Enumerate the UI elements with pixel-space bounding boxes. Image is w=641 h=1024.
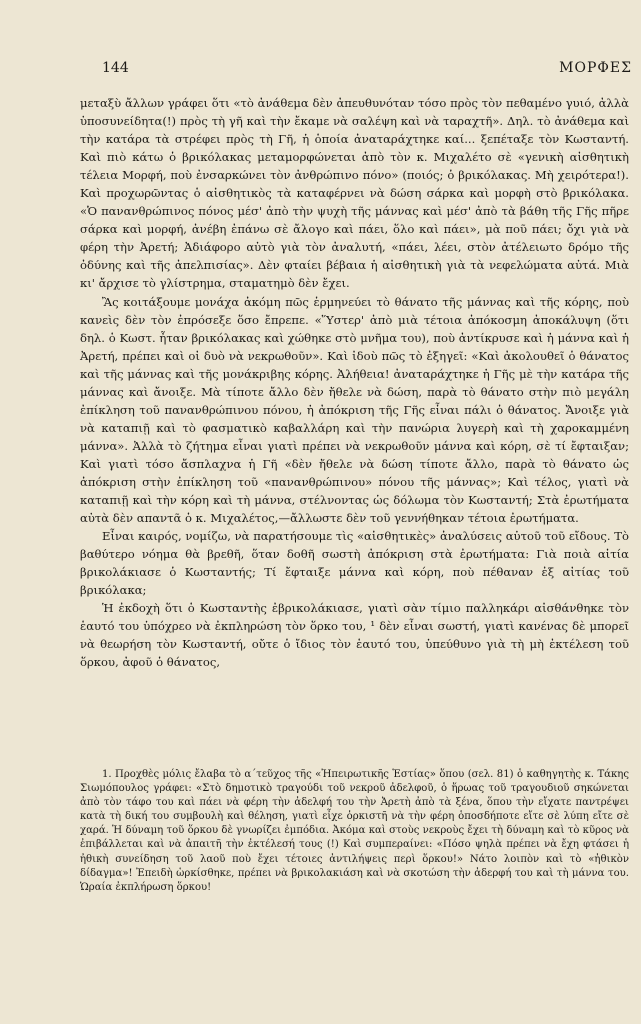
- page-header: [102, 60, 632, 80]
- paragraph: Εἶναι καιρός, νομίζω, νὰ παρατήσουμε τὶς «αἰσθητικὲς» ἀναλύσεις αὐτοῦ τοῦ εἴδους. Τὸ βαθύτερο νόημα θὰ βρεθῆ, ὅταν δοθῆ σωστὴ ἀπόκριση στὰ ἐρωτήματα: Γιὰ ποιὰ αἰτία βρικολάκιασε ὁ Κωσταντής; Τί ἔφταιξε μάννα καὶ κόρη, ποὺ πέθαναν ἐξ αἰτίας τοῦ βρικόλακα;: [80, 529, 629, 598]
- paragraph: Ἂς κοιτάξουμε μονάχα ἀκόμη πῶς ἑρμηνεύει τὸ θάνατο τῆς μάννας καὶ τῆς κόρης, ποὺ κανεὶς δὲν τὸν ἐπρόσεξε ὅσο ἔπρεπε. «Ὕστερ' ἀπὸ μιὰ τέτοια ἀπόκοσμη ἀποκάλυψη (ὅτι δηλ. ὁ Κωστ. ἦταν βρικόλακας καὶ χώθηκε στὸ μνῆμα του), ποὺ ἀντίκρυσε καὶ ἡ μάννα καὶ ἡ Ἀρετή, πρέπει καὶ οἱ δυὸ νὰ νεκρωθοῦν». Καὶ ἰδοὺ πῶς τὸ ἐξηγεῖ: «Καὶ ἀκολουθεῖ ὁ θάνατος καὶ τῆς μάννας καὶ τῆς μονάκριβης κόρης. Ἀλήθεια! ἀναταράχτηκε ἡ Γῆς μὲ τὴν κατάρα τῆς μάννας καὶ ἄνοιξε. Μὰ τίποτε ἄλλο δὲν ἤθελε νὰ δώση, παρὰ τὸ θάνατο στὴν πιὸ μεγάλη ἐπίκληση τοῦ πανανθρώπινου πόνου, ἡ ἀπόκριση τῆς Γῆς εἶναι πάλι ὁ θάνατος. Ἄνοιξε γιὰ νὰ καταπιῇ καὶ τὸ φασματικὸ καβαλλάρη καὶ τὴν πανώρια λυγερὴ καὶ τὴ χαροκαμμένη μάννα». Ἀλλὰ τὸ ζήτημα εἶναι γιατὶ πρέπει νὰ νεκρωθοῦν μάννα καὶ κόρη, σὲ τί ἔφταιξαν; Καὶ γιατὶ τόσο ἄσπλαχνα ἡ Γῆ «δὲν ἤθελε νὰ δώση τίποτε ἄλλο, παρὰ τὸ θάνατο ὡς ἀπόκριση στὴν ἐπίκληση τοῦ «πανανθρώπινου» πόνου τῆς μάννας»; Καὶ τέλος, γιατὶ νὰ καταπιῇ καὶ τὴν κόρη καὶ τὴ μάννα, στέλνοντας ὡς δόλωμα τὸν Κωσταντή; Στὰ ἐρωτήματα αὐτὰ δὲν απαντᾶ ὁ κ. Μιχαλέτος,—ἄλλωστε δὲν τοῦ γεννήθηκαν τέτοια ἐρωτήματα.: [80, 294, 629, 526]
- running-title: ΜΟΡΦΕΣ: [559, 60, 632, 76]
- page-number: 144: [102, 60, 129, 76]
- paragraph: μεταξὺ ἄλλων γράφει ὅτι «τὸ ἀνάθεμα δὲν ἀπευθυνόταν τόσο πρὸς τὸν πεθαμένο γυιό, ἀλλὰ ὑποσυνείδητα(!) πρὸς τὴ γῆ καὶ τὴν ἔκαμε νὰ σαλέψη καὶ νὰ ταραχτῆ». Δηλ. τὸ ἀνάθεμα καὶ τὴν κατάρα τὰ στρέφει πρὸς τὴ Γῆ, ἡ ὁποία ἀναταράχτηκε καί... ξεπέταξε τὸν Κωσταντή. Καὶ πιὸ κάτω ὁ βρικόλακας μεταμορφώνεται ἀπὸ τὸν κ. Μιχαλέτο σὲ «γενικὴ αἰσθητικὴ τέλεια Μορφή, ποὺ ἐνσαρκώνει τὸν ἀνθρώπινο πόνο» (ποιός; ὁ βρικόλακας. Μὴ χειρότερα!). Καὶ προχωρῶντας ὁ αἰσθητικὸς τὰ καταφέρνει νὰ δώση σάρκα καὶ μορφὴ στὸ βρικόλακα. «Ὁ πανανθρώπινος πόνος μέσ' ἀπὸ τὴν ψυχὴ τῆς μάννας καὶ μέσ' ἀπὸ τὰ βάθη τῆς Γῆς πῆρε σάρκα καὶ μορφή, ἀνέβη ἐπάνω σὲ ἄλογο καὶ πάει, ὅλο καὶ πάει», μὰ ποῦ πάει; ὄχι γιὰ νὰ φέρη τὴν Ἀρετή; Ἀδιάφορο αὐτὸ γιὰ τὸν ἀναλυτή, «πάει, λέει, στὸν ἀτέλειωτο δρόμο τῆς ὀδύνης καὶ τῆς ἀπελπισίας». Δὲν φταίει βέβαια ἡ αἰσθητικὴ γιὰ τὰ νεφελώματα αὐτά. Μιὰ κι' ἄρχισε τὸ γλίστρημα, σταματημὸ δὲν ἔχει.: [80, 96, 629, 291]
- footnote-text: 1. Προχθὲς μόλις ἔλαβα τὸ α΄τεῦχος τῆς «Ἠπειρωτικῆς Ἑστίας» ὅπου (σελ. 81) ὁ καθηγητὴς κ. Τάκης Σιωμόπουλος γράφει: «Στὸ δημοτικὸ τραγούδι τοῦ νεκροῦ ἀδελφοῦ, ὁ ἥρωας τοῦ τραγουδιοῦ σηκώνεται ἀπὸ τὸν τάφο του καὶ πάει νὰ φέρη τὴν ἀδελφή του τὴν Ἀρετὴ ἀπὸ τὰ ξένα, ὅπου τὴν εἴχατε παντρέψει κατὰ τὴ δική του συμβουλὴ καὶ θέληση, γιατὶ εἶχε ὁρκιστῆ νὰ τὴν φέρη ὁποσδήποτε εἴτε σὲ λύπη εἴτε σὲ χαρά. Ἡ δύναμη τοῦ ὅρκου δὲ γνωρίζει ἐμπόδια. Ἀκόμα καὶ στοὺς νεκροὺς ἔχει τὴ δύναμη καὶ τὸ κῦρος νὰ ἐπιβάλλεται καὶ νὰ ἀπαιτῆ τὴν ἐκτέλεσή τους (!) Καὶ συμπεραίνει: «Πόσο ψηλὰ πρέπει νὰ ἔχη φτάσει ἡ ἠθικὴ συνείδηση τοῦ λαοῦ ποὺ ἔχει τέτοιες ἀντιλήψεις περὶ ὅρκου!» Νάτο λοιπὸν καὶ τὸ «ἠθικὸν δίδαγμα»! Ἐπειδὴ ὡρκίσθηκε, πρέπει νὰ βρικολακιάση καὶ νὰ σκοτώση τὴν ἀδερφή του καὶ τὴ μάννα του. Ὡραία ἐκπλήρωση ὅρκου!: [80, 769, 629, 893]
- body-text: [80, 94, 629, 672]
- paragraph: Ἡ ἐκδοχὴ ὅτι ὁ Κωσταντὴς ἐβρικολάκιασε, γιατὶ σὰν τίμιο παλληκάρι αἰσθάνθηκε τὸν ἑαυτό του ὑπόχρεο νὰ ἐκπληρώση τὸν ὅρκο του, ¹ δὲν εἶναι σωστή, γιατὶ κανένας δὲ μπορεῖ νὰ θεωρήση τὸν Κωσταντή, οὔτε ὁ ἴδιος τὸν ἑαυτό του, ὑπεύθυνο γιὰ τὴ μὴ ἐκτέλεση τοῦ ὅρκου, ἀφοῦ ὁ θάνατος,: [80, 601, 629, 670]
- footnote: [80, 768, 629, 895]
